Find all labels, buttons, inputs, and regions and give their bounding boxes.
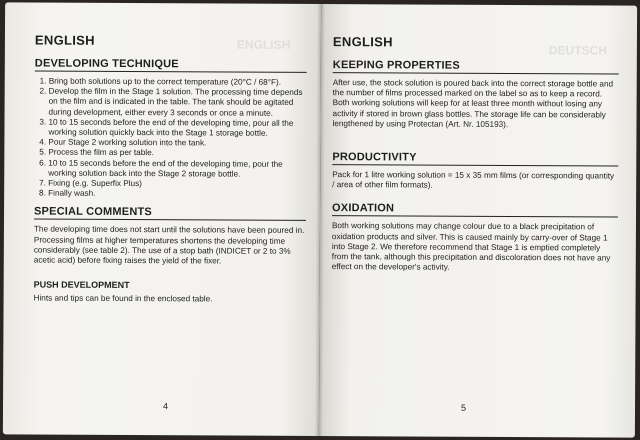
oxidation-text: Both working solutions may change colour due to a black precipitation of oxidation products and silver. This is caused mainly by carry-over of Stage 1 into Stage 2. We therefore recommend that Stage 1 is emptied completely from the tank, although this precipitation and discoloration does not have any effect on the developer's activity. bbox=[331, 221, 611, 272]
list-item: 6. 10 to 15 seconds before the end of the developing time, pour the working solution back into the Stage 2 storage bottle. bbox=[48, 158, 306, 180]
page-number: 4 bbox=[162, 401, 169, 412]
keeping-properties-text: After use, the stock solution is poured back into the correct storage bottle and the number of films processed marked on the label so as to keep a record. Both working solutions will keep for at least three month without losing any activity if stored in brown glass bottles. The storage life can be considerably lengthened by using Protectan (Art. Nr. 105193). bbox=[332, 78, 614, 129]
push-development-text: Hints and tips can be found in the enclosed table. bbox=[33, 293, 213, 304]
list-item: 1. Bring both solutions up to the correct temperature (20°C / 68°F). bbox=[49, 77, 307, 89]
bleed-through-heading: ENGLISH bbox=[236, 37, 291, 52]
special-comments-heading: SPECIAL COMMENTS bbox=[34, 206, 306, 221]
list-item: 2. Develop the film in the Stage 1 solution. The processing time depends on the film and is indicated in the table. The tank should be agitated during development, either every 3 seconds or once a minute. bbox=[49, 87, 307, 119]
productivity-heading: PRODUCTIVITY bbox=[332, 151, 618, 166]
list-item: 3. 10 to 15 seconds before the end of the developing time, pour all the working solution quickly back into the Stage 1 storage bottle. bbox=[48, 117, 306, 139]
list-item: 7. Fixing (e.g. Superfix Plus) bbox=[48, 179, 306, 191]
right-page bbox=[319, 4, 637, 438]
list-item: 8. Finally wash. bbox=[48, 189, 306, 201]
productivity-text: Pack for 1 litre working solution = 15 x 35 mm films (or corresponding quantity / area of other film formats). bbox=[332, 170, 615, 190]
bleed-through-heading: DEUTSCH bbox=[548, 43, 607, 58]
developing-technique-heading: DEVELOPING TECHNIQUE bbox=[35, 58, 307, 73]
developing-steps-list bbox=[34, 77, 307, 201]
list-item: 4. Pour Stage 2 working solution into the tank. bbox=[48, 138, 306, 150]
special-comments-text: The developing time does not start until the solutions have been poured in. Processing films at higher temperatures shortens the developing time considerably (see table 2). The use of a stop bath (INDICET or 2 to 3% acetic acid) before fixing raises the yield of the fixer. bbox=[33, 224, 305, 266]
oxidation-heading: OXIDATION bbox=[332, 202, 618, 217]
language-heading: ENGLISH bbox=[34, 32, 95, 48]
push-development-heading: PUSH DEVELOPMENT bbox=[33, 279, 130, 291]
keeping-properties-heading: KEEPING PROPERTIES bbox=[333, 59, 619, 74]
list-item: 5. Process the film as per table. bbox=[48, 148, 306, 160]
left-page bbox=[3, 2, 321, 436]
language-heading: ENGLISH bbox=[332, 34, 393, 50]
booklet-spread bbox=[3, 2, 637, 437]
page-number: 5 bbox=[460, 402, 467, 413]
